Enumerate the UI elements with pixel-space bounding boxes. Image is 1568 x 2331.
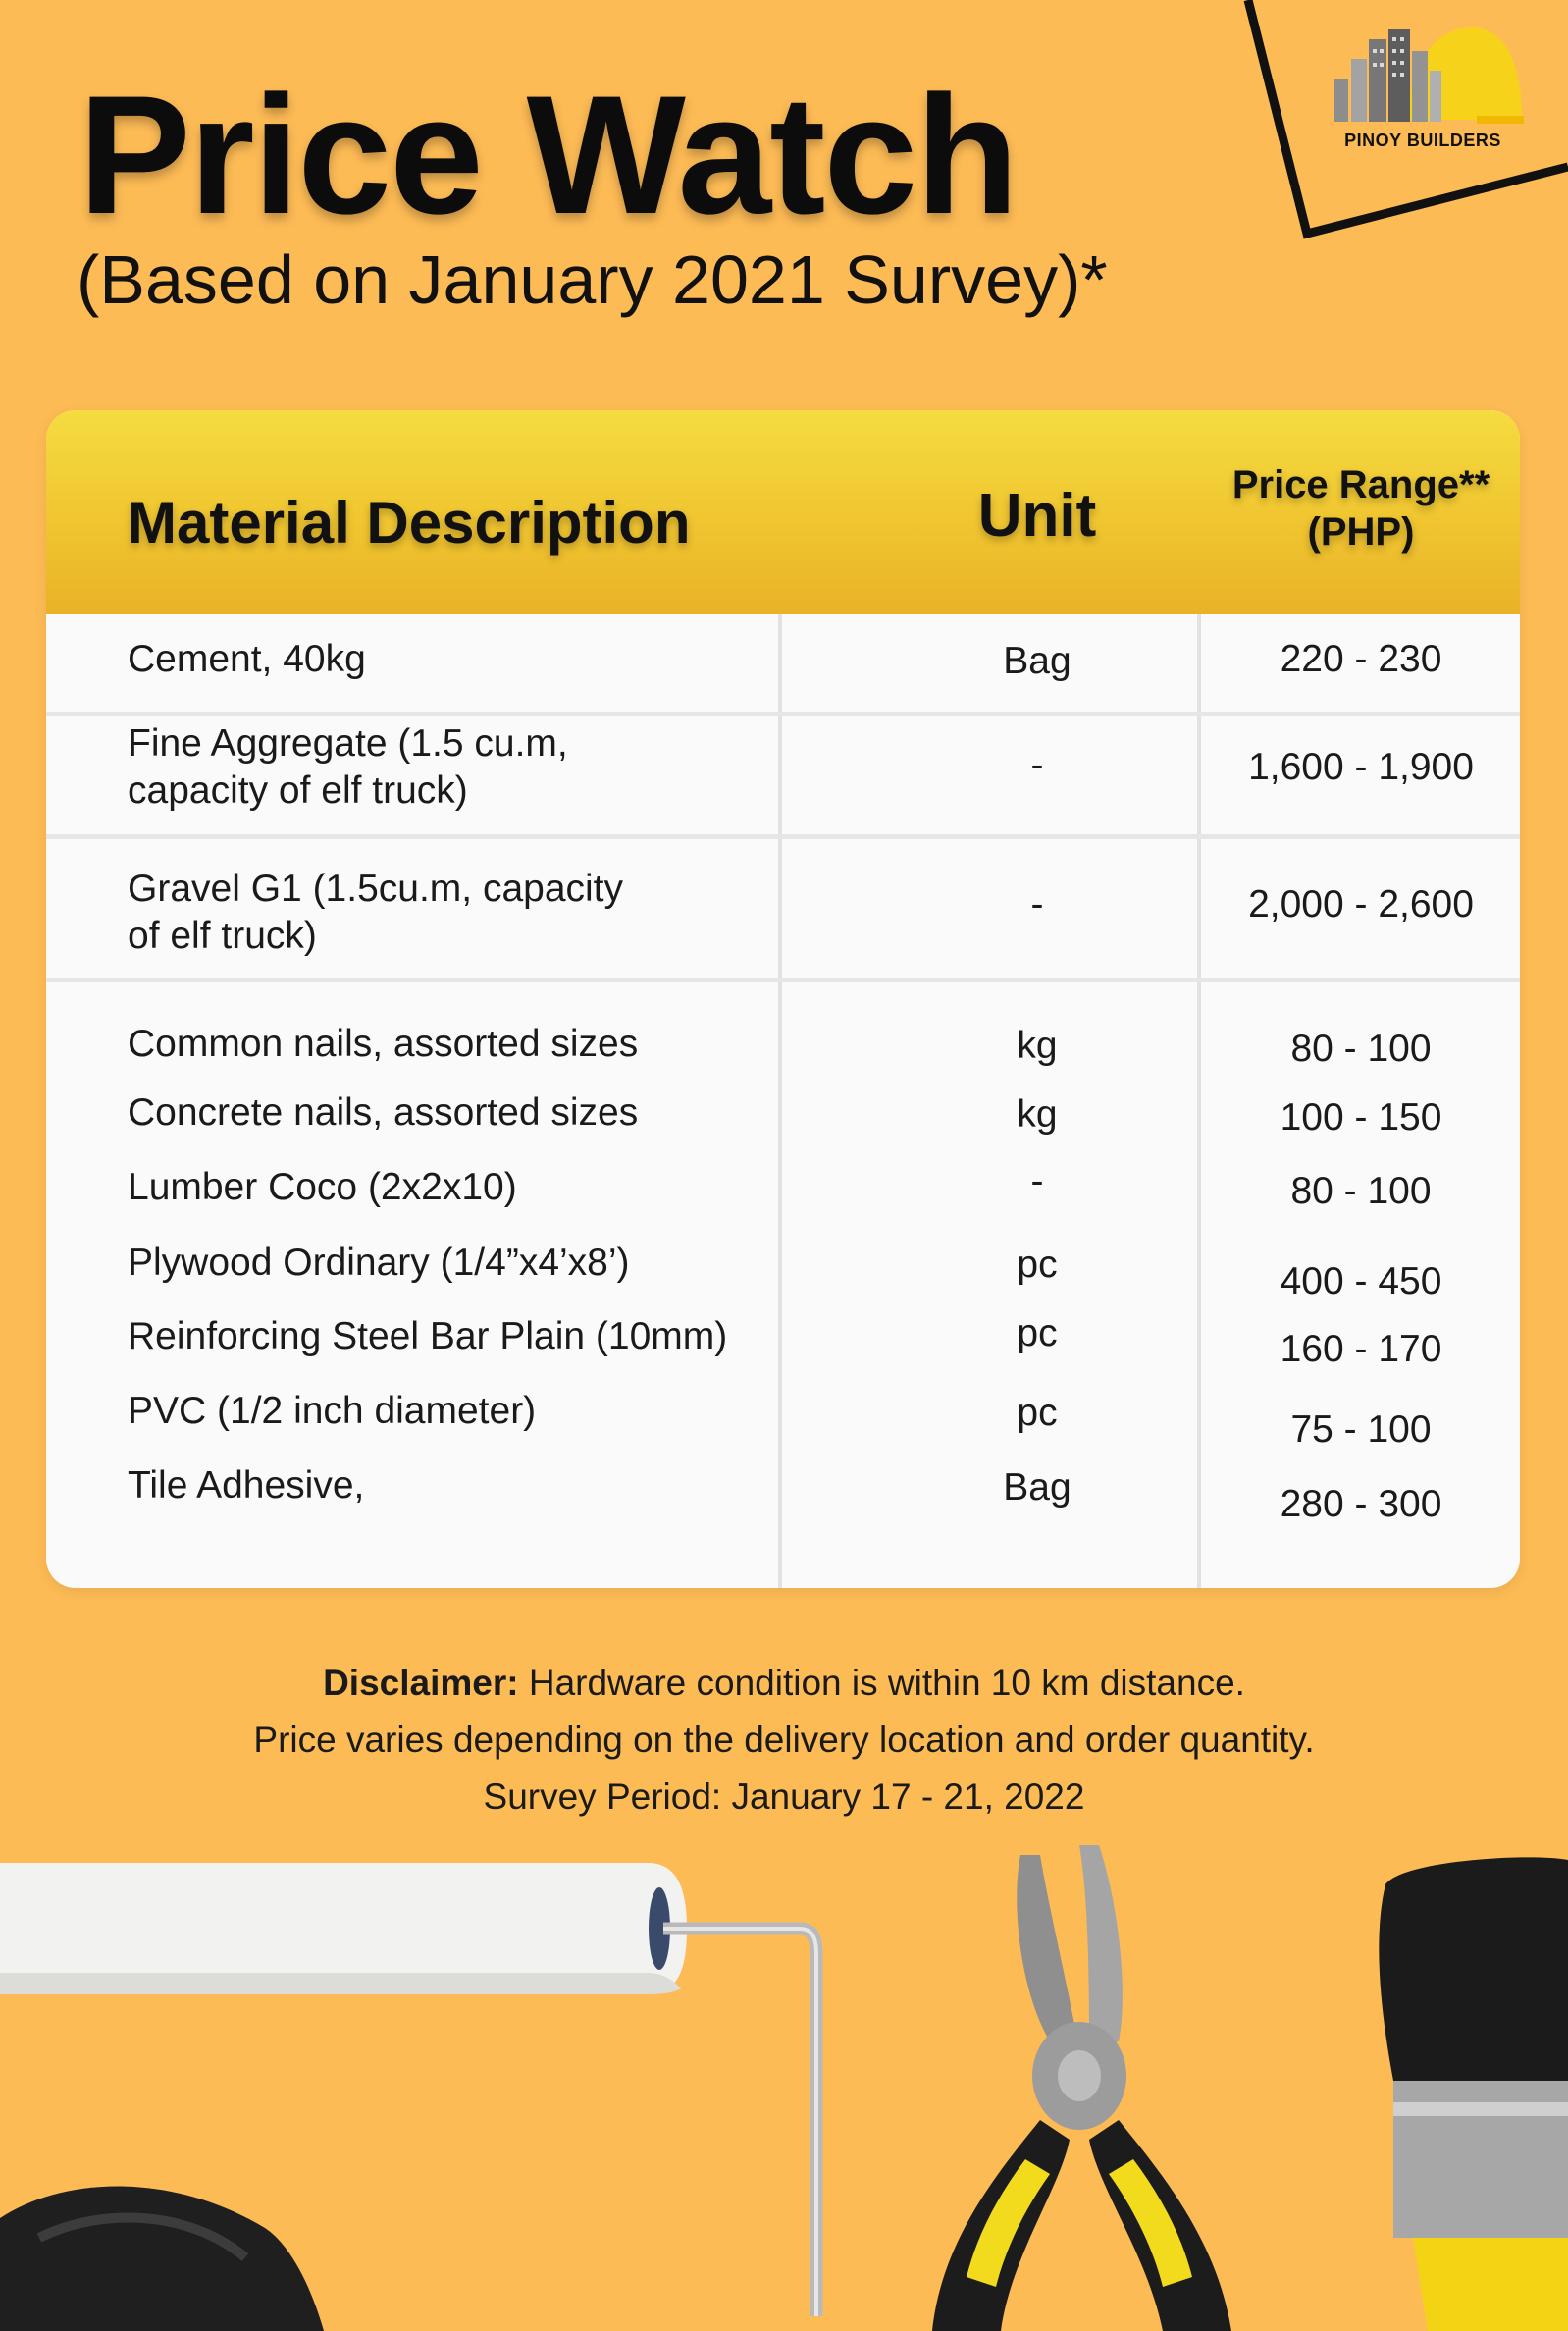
- disclaimer-label: Disclaimer:: [323, 1663, 519, 1703]
- column-header-unit: Unit: [977, 482, 1097, 550]
- table-row-unit: Bag: [1003, 640, 1071, 682]
- table-row-unit: pc: [1017, 1244, 1058, 1286]
- table-row-material: Common nails, assorted sizes: [128, 1023, 639, 1065]
- table-row-material: Tile Adhesive,: [128, 1464, 365, 1507]
- disclaimer-line-2: Price varies depending on the delivery location and order quantity.: [253, 1720, 1315, 1760]
- tools-illustration: [0, 1845, 1568, 2331]
- column-header-material: Material Description: [128, 490, 691, 556]
- table-row-unit: kg: [1017, 1025, 1058, 1067]
- table-row-material-line: of elf truck): [128, 914, 317, 957]
- table-row-price: 220 - 230: [1280, 638, 1442, 680]
- table-row-price: 80 - 100: [1290, 1028, 1432, 1070]
- table-row-unit: pc: [1017, 1392, 1058, 1434]
- table-row-material: PVC (1/2 inch diameter): [128, 1390, 537, 1432]
- table-row-price: 75 - 100: [1290, 1408, 1432, 1451]
- table-row-unit: Bag: [1003, 1466, 1071, 1509]
- table-row-material: Plywood Ordinary (1/4”x4’x8’): [128, 1242, 630, 1284]
- table-row-unit: pc: [1017, 1312, 1058, 1354]
- survey-period: Survey Period: January 17 - 21, 2022: [483, 1776, 1085, 1817]
- table-row-price: 80 - 100: [1290, 1170, 1432, 1212]
- table-row-price: 160 - 170: [1280, 1328, 1442, 1370]
- table-row-price: 2,000 - 2,600: [1248, 883, 1474, 926]
- table-row-material: Concrete nails, assorted sizes: [128, 1091, 639, 1134]
- column-divider: [1197, 614, 1201, 1588]
- column-header-price-line1: Price Range**: [1231, 463, 1490, 506]
- table-row-material-line: Fine Aggregate (1.5 cu.m,: [128, 722, 568, 765]
- table-row-material: Reinforcing Steel Bar Plain (10mm): [128, 1315, 728, 1357]
- pliers-icon: [932, 1845, 1231, 2331]
- disclaimer-text: Hardware condition is within 10 km distance.: [518, 1663, 1245, 1703]
- table-row-unit: kg: [1017, 1093, 1058, 1136]
- paintbrush-icon: [1379, 1857, 1568, 2331]
- table-row-price: 1,600 - 1,900: [1248, 746, 1474, 788]
- column-header-price: [1199, 461, 1520, 556]
- table-row-material: Lumber Coco (2x2x10): [128, 1166, 517, 1208]
- paint-roller-icon: [0, 1863, 816, 2331]
- table-row-material: [128, 866, 623, 959]
- table-row-material: [128, 720, 568, 814]
- table-row-material: Cement, 40kg: [128, 638, 366, 680]
- row-divider: [46, 834, 1520, 839]
- table-row-price: 400 - 450: [1280, 1260, 1442, 1302]
- table-row-price: 280 - 300: [1280, 1483, 1442, 1525]
- page-title: Price Watch: [78, 61, 1018, 249]
- table-row-material-line: capacity of elf truck): [128, 768, 468, 812]
- table-row-unit: -: [1030, 883, 1044, 926]
- table-row-material-line: Gravel G1 (1.5cu.m, capacity: [128, 868, 624, 910]
- disclaimer-line-1: [0, 1665, 1568, 1701]
- column-divider: [778, 614, 782, 1588]
- logo-text: PINOY BUILDERS: [1344, 131, 1501, 150]
- table-row-unit: -: [1030, 744, 1044, 786]
- pinoy-builders-logo-icon: [1330, 22, 1526, 130]
- row-divider: [46, 712, 1520, 716]
- column-header-price-line2: (PHP): [1307, 510, 1415, 554]
- price-table: [46, 410, 1520, 1588]
- row-divider: [46, 978, 1520, 982]
- table-row-unit: -: [1030, 1160, 1044, 1202]
- page-subtitle: (Based on January 2021 Survey)*: [77, 241, 1108, 318]
- table-row-price: 100 - 150: [1280, 1096, 1442, 1139]
